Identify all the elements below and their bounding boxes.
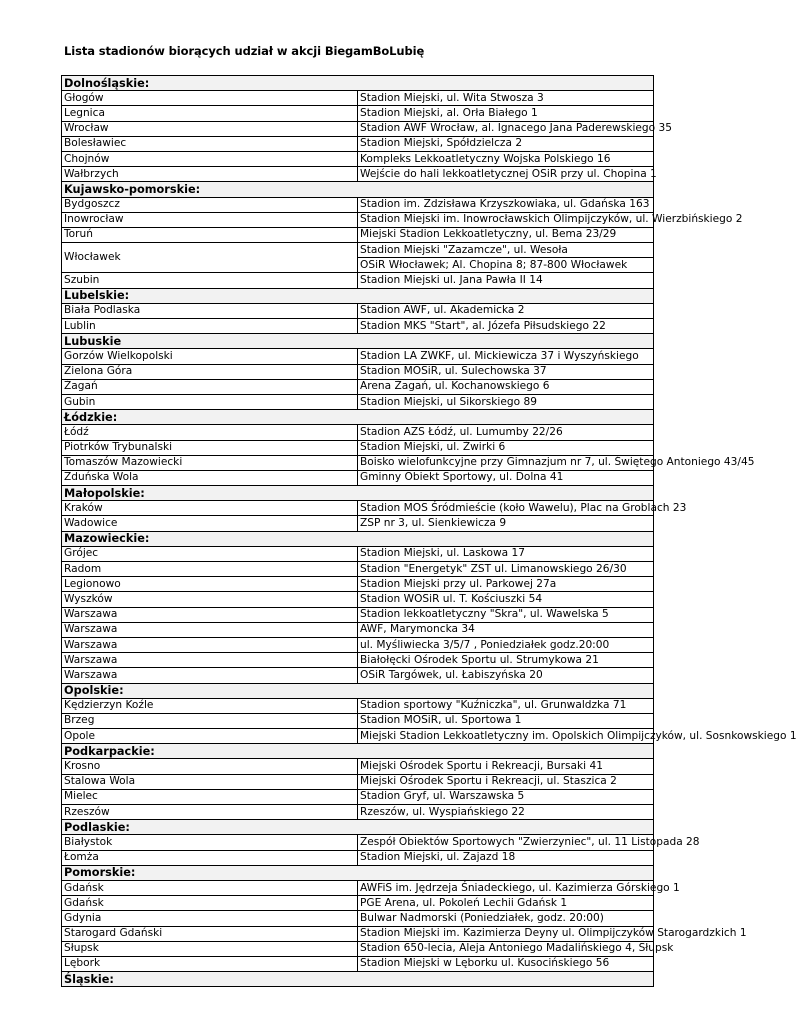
address-cell: Arena Żagań, ul. Kochanowskiego 6 [358, 379, 654, 394]
table-row [62, 349, 654, 364]
address-cell: Stadion 650-lecia, Aleja Antoniego Madalińskiego 4, Słupsk [358, 941, 654, 956]
address-cell: Stadion Miejski, ul. Żwirki 6 [358, 440, 654, 455]
address-cell: ZSP nr 3, ul. Sienkiewicza 9 [358, 516, 654, 531]
table-row [62, 896, 654, 911]
city-cell: Szubin [62, 273, 358, 288]
region-name: Łódzkie: [62, 410, 654, 425]
table-row [62, 303, 654, 318]
region-name: Opolskie: [62, 683, 654, 698]
city-cell: Gubin [62, 394, 358, 409]
city-cell: Wadowice [62, 516, 358, 531]
address-cell: Stadion Miejski "Zazamcze", ul. Wesoła [358, 243, 654, 258]
address-cell: Miejski Ośrodek Sportu i Rekreacji, ul. Staszica 2 [358, 774, 654, 789]
address-cell: Stadion lekkoatletyczny "Skra", ul. Wawelska 5 [358, 607, 654, 622]
address-cell: Stadion WOSiR ul. T. Kościuszki 54 [358, 592, 654, 607]
region-name: Mazowieckie: [62, 531, 654, 546]
city-cell: Warszawa [62, 653, 358, 668]
address-cell: Miejski Stadion Lekkoatletyczny, ul. Bema 23/29 [358, 227, 654, 242]
address-cell: Gminny Obiekt Sportowy, ul. Dolna 41 [358, 470, 654, 485]
city-cell: Białystok [62, 835, 358, 850]
table-row [62, 941, 654, 956]
city-cell: Kraków [62, 501, 358, 516]
address-cell: Stadion Miejski, Spółdzielcza 2 [358, 136, 654, 151]
address-cell: AWFiS im. Jędrzeja Śniadeckiego, ul. Kazimierza Górskiego 1 [358, 880, 654, 895]
address-cell: Stadion Miejski w Lęborku ul. Kusocińskiego 56 [358, 956, 654, 971]
city-cell: Grójec [62, 546, 358, 561]
address-cell: Stadion Miejski im. Inowrocławskich Olimpijczyków, ul. Wierzbińskiego 2 [358, 212, 654, 227]
city-cell: Radom [62, 562, 358, 577]
address-cell: Stadion Miejski, ul. Zajazd 18 [358, 850, 654, 865]
region-name: Śląskie: [62, 972, 654, 987]
region-name: Pomorskie: [62, 865, 654, 880]
address-cell: ul. Myśliwiecka 3/5/7 , Poniedziałek godz.20:00 [358, 637, 654, 652]
address-cell: Miejski Stadion Lekkoatletyczny im. Opolskich Olimpijczyków, ul. Sosnkowskiego 1 [358, 729, 654, 744]
city-cell: Krosno [62, 759, 358, 774]
city-cell: Warszawa [62, 668, 358, 683]
table-row [62, 212, 654, 227]
city-cell: Toruń [62, 227, 358, 242]
table-row [62, 227, 654, 242]
table-row [62, 729, 654, 744]
region-header-row [62, 683, 654, 698]
table-row [62, 713, 654, 728]
address-cell: Zespół Obiektów Sportowych "Zwierzyniec", ul. 11 Listopada 28 [358, 835, 654, 850]
table-row [62, 653, 654, 668]
stadium-table-body [62, 76, 797, 987]
address-cell: Stadion Miejski, ul Sikorskiego 89 [358, 394, 654, 409]
city-cell: Warszawa [62, 637, 358, 652]
table-row [62, 911, 654, 926]
table-row [62, 106, 654, 121]
region-header-row [62, 744, 654, 759]
address-cell: Stadion LA ZWKF, ul. Mickiewicza 37 i Wyszyńskiego [358, 349, 654, 364]
region-header-row [62, 288, 654, 303]
table-row [62, 562, 654, 577]
address-cell: Boisko wielofunkcyjne przy Gimnazjum nr 7, ul. Świętego Antoniego 43/45 [358, 455, 654, 470]
city-cell: Gorzów Wielkopolski [62, 349, 358, 364]
table-row [62, 364, 654, 379]
address-cell: Kompleks Lekkoatletyczny Wojska Polskiego 16 [358, 151, 654, 166]
city-cell: Warszawa [62, 622, 358, 637]
region-header-row [62, 972, 654, 987]
address-cell: Stadion Miejski, ul. Wita Stwosza 3 [358, 91, 654, 106]
table-row [62, 501, 654, 516]
city-cell: Inowrocław [62, 212, 358, 227]
city-cell: Legionowo [62, 577, 358, 592]
address-cell: Stadion MOSiR, ul. Sportowa 1 [358, 713, 654, 728]
city-cell: Gdynia [62, 911, 358, 926]
table-row [62, 91, 654, 106]
address-cell: Stadion Gryf, ul. Warszawska 5 [358, 789, 654, 804]
city-cell: Zduńska Wola [62, 470, 358, 485]
table-row [62, 197, 654, 212]
address-cell: Stadion "Energetyk" ZST ul. Limanowskiego 26/30 [358, 562, 654, 577]
region-header-row [62, 531, 654, 546]
city-cell: Słupsk [62, 941, 358, 956]
city-cell: Piotrków Trybunalski [62, 440, 358, 455]
table-row [62, 394, 654, 409]
city-cell: Warszawa [62, 607, 358, 622]
address-cell: Miejski Ośrodek Sportu i Rekreacji, Bursaki 41 [358, 759, 654, 774]
region-header-row [62, 76, 654, 91]
address-cell: OSiR Targówek, ul. Łabiszyńska 20 [358, 668, 654, 683]
table-row [62, 151, 654, 166]
address-cell: Stadion sportowy "Kuźniczka", ul. Grunwaldzka 71 [358, 698, 654, 713]
table-row [62, 440, 654, 455]
address-cell: Stadion Miejski ul. Jana Pawła II 14 [358, 273, 654, 288]
table-row [62, 273, 654, 288]
region-header-row [62, 334, 654, 349]
address-cell: Białołęcki Ośrodek Sportu ul. Strumykowa 21 [358, 653, 654, 668]
address-cell: OSiR Włocławek; Al. Chopina 8; 87-800 Włocławek [358, 258, 654, 273]
table-row [62, 167, 654, 182]
address-cell: Stadion Miejski, al. Orła Białego 1 [358, 106, 654, 121]
table-row [62, 607, 654, 622]
address-cell: Stadion im. Zdzisława Krzyszkowiaka, ul. Gdańska 163 [358, 197, 654, 212]
city-cell: Opole [62, 729, 358, 744]
address-cell: Stadion Miejski przy ul. Parkowej 27a [358, 577, 654, 592]
city-cell: Bolesławiec [62, 136, 358, 151]
region-name: Lubelskie: [62, 288, 654, 303]
region-name: Podlaskie: [62, 820, 654, 835]
city-cell: Wałbrzych [62, 167, 358, 182]
table-row [62, 637, 654, 652]
region-name: Podkarpackie: [62, 744, 654, 759]
table-row [62, 880, 654, 895]
table-row [62, 516, 654, 531]
city-cell: Kędzierzyn Koźle [62, 698, 358, 713]
address-cell: Bulwar Nadmorski (Poniedziałek, godz. 20:00) [358, 911, 654, 926]
city-cell: Tomaszów Mazowiecki [62, 455, 358, 470]
table-row [62, 774, 654, 789]
city-cell: Biała Podlaska [62, 303, 358, 318]
region-header-row [62, 820, 654, 835]
table-row [62, 956, 654, 971]
table-row [62, 546, 654, 561]
region-name: Małopolskie: [62, 486, 654, 501]
table-row [62, 759, 654, 774]
city-cell: Zielona Góra [62, 364, 358, 379]
city-cell: Mielec [62, 789, 358, 804]
city-cell: Chojnów [62, 151, 358, 166]
city-cell: Lębork [62, 956, 358, 971]
address-cell: Stadion Miejski im. Kazimierza Deyny ul. Olimpijczyków Starogardzkich 1 [358, 926, 654, 941]
city-cell: Lublin [62, 319, 358, 334]
table-row [62, 379, 654, 394]
table-row [62, 789, 654, 804]
address-cell: Stadion MOSiR, ul. Sulechowska 37 [358, 364, 654, 379]
table-row [62, 121, 654, 136]
city-cell: Łomża [62, 850, 358, 865]
region-name: Lubuskie [62, 334, 654, 349]
address-cell: Stadion AZS Łódź, ul. Lumumby 22/26 [358, 425, 654, 440]
table-row [62, 835, 654, 850]
city-cell: Legnica [62, 106, 358, 121]
city-cell: Włocławek [62, 243, 358, 273]
address-cell: Stadion MOS Śródmieście (koło Wawelu), Plac na Groblach 23 [358, 501, 654, 516]
table-row [62, 698, 654, 713]
region-header-row [62, 865, 654, 880]
table-row [62, 592, 654, 607]
address-cell: Stadion AWF Wrocław, al. Ignacego Jana Paderewskiego 35 [358, 121, 654, 136]
city-cell: Gdańsk [62, 896, 358, 911]
city-cell: Stalowa Wola [62, 774, 358, 789]
address-cell: Stadion MKS "Start", al. Józefa Piłsudskiego 22 [358, 319, 654, 334]
address-cell: Stadion Miejski, ul. Laskowa 17 [358, 546, 654, 561]
city-cell: Rzeszów [62, 805, 358, 820]
address-cell: Stadion AWF, ul. Akademicka 2 [358, 303, 654, 318]
city-cell: Żagań [62, 379, 358, 394]
table-row [62, 136, 654, 151]
city-cell: Starogard Gdański [62, 926, 358, 941]
table-row [62, 622, 654, 637]
stadium-table [61, 75, 797, 987]
table-row [62, 668, 654, 683]
city-cell: Łódź [62, 425, 358, 440]
region-name: Dolnośląskie: [62, 76, 654, 91]
city-cell: Głogów [62, 91, 358, 106]
table-row [62, 926, 654, 941]
city-cell: Wrocław [62, 121, 358, 136]
table-row [62, 243, 654, 258]
address-cell: Rzeszów, ul. Wyspiańskiego 22 [358, 805, 654, 820]
city-cell: Brzeg [62, 713, 358, 728]
address-cell: AWF, Marymoncka 34 [358, 622, 654, 637]
region-header-row [62, 410, 654, 425]
table-row [62, 425, 654, 440]
region-header-row [62, 486, 654, 501]
city-cell: Gdańsk [62, 880, 358, 895]
city-cell: Bydgoszcz [62, 197, 358, 212]
city-cell: Wyszków [62, 592, 358, 607]
region-header-row [62, 182, 654, 197]
table-row [62, 470, 654, 485]
address-cell: PGE Arena, ul. Pokoleń Lechii Gdańsk 1 [358, 896, 654, 911]
table-row [62, 455, 654, 470]
region-name: Kujawsko-pomorskie: [62, 182, 654, 197]
document-title: Lista stadionów biorących udział w akcji BiegamBoLubię [64, 44, 425, 58]
table-row [62, 850, 654, 865]
table-row [62, 805, 654, 820]
table-row [62, 577, 654, 592]
address-cell: Wejście do hali lekkoatletycznej OSiR przy ul. Chopina 1 [358, 167, 654, 182]
table-row [62, 319, 654, 334]
